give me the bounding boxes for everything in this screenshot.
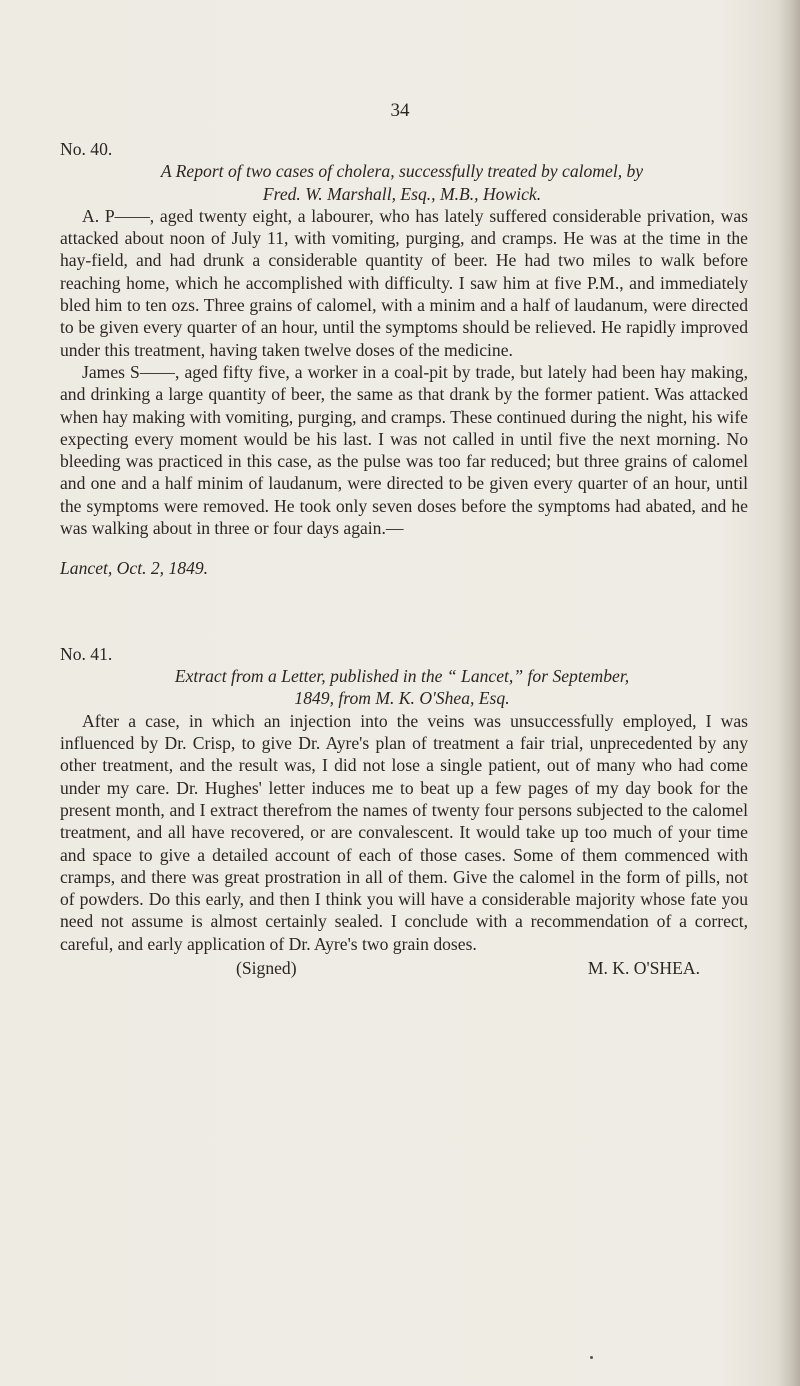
signature-line (60, 957, 748, 979)
entry-title-line: 1849, from M. K. O'Shea, Esq. (294, 688, 510, 709)
page-edge-shadow (778, 0, 800, 1386)
entry-title-line: Extract from a Letter, published in the “ Lancet,” for September, (174, 666, 630, 687)
body-paragraph: James S——, aged fifty five, a worker in a coal-pit by trade, but lately had been hay making, and drinking a large quantity of beer, the same as that drank by the former patient. Was attacked when hay making with vomiting, purging, and cramps. These continued during the night, his wife expecting every moment would be his last. I was not called in until five the next morning. No bleeding was practiced in this case, as the pulse was too far reduced; but three grains of calomel and one and a half minim of laudanum, were directed to be given every quarter of an hour, until the symptoms were removed. He took only seven doses before the symptoms had abated, and he was walking about in three or four days again.— (60, 361, 748, 539)
entry-40 (60, 138, 748, 579)
entry-number: No. 40. (60, 139, 113, 159)
entry-title-line: Fred. W. Marshall, Esq., M.B., Howick. (262, 183, 542, 204)
signature-name: M. K. O'SHEA. (587, 957, 700, 978)
section-gap (60, 597, 748, 643)
entry-title (60, 665, 748, 710)
entry-number: No. 41. (60, 643, 113, 664)
body-paragraph: After a case, in which an injection into the veins was unsuccessfully employed, I was influenced by Dr. Crisp, to give Dr. Ayre's plan of treatment a fair trial, unprecedented by any other treatment, and the result was, I did not lose a single patient, out of many who had come under my care. Dr. Hughes' letter induces me to beat up a few pages of my day book for the present month, and I extract therefrom the names of twenty four persons subjected to the calomel treatment, and all have recovered, or are convalescent. It would take up too much of your time and space to give a detailed account of each of those cases. Some of them commenced with cramps, and there was great prostration in all of them. Give the calomel in the form of pills, not of powders. Do this early, and then I think you will have a considerable majority whose fate you need not assume is almost certainly sealed. I conclude with a recommendation of a correct, careful, and early application of Dr. Ayre's two grain doses. (60, 710, 748, 954)
entry-41 (60, 643, 748, 979)
page-body (60, 138, 748, 979)
entry-title (60, 160, 748, 205)
entry-title-line: A Report of two cases of cholera, successfully treated by calomel, by (160, 161, 644, 182)
body-paragraph: A. P——, aged twenty eight, a labourer, who has lately suffered considerable privation, was attacked about noon of July 11, with vomiting, purging, and cramps. He was at the time in the hay-field, and had drunk a considerable quantity of beer. He had two miles to walk before reaching home, which he accomplished with difficulty. I saw him at five P.M., and immediately bled him to ten ozs. Three grains of calomel, with a minim and a half of laudanum, were directed to be given every quarter of an hour, until the symptoms should be relieved. He rapidly improved under this treatment, having taken twelve doses of the medicine. (60, 205, 748, 360)
ink-speck (590, 1356, 593, 1359)
page-number: 34 (390, 100, 410, 121)
citation: Lancet, Oct. 2, 1849. (60, 557, 209, 578)
signature-label: (Signed) (236, 957, 297, 978)
